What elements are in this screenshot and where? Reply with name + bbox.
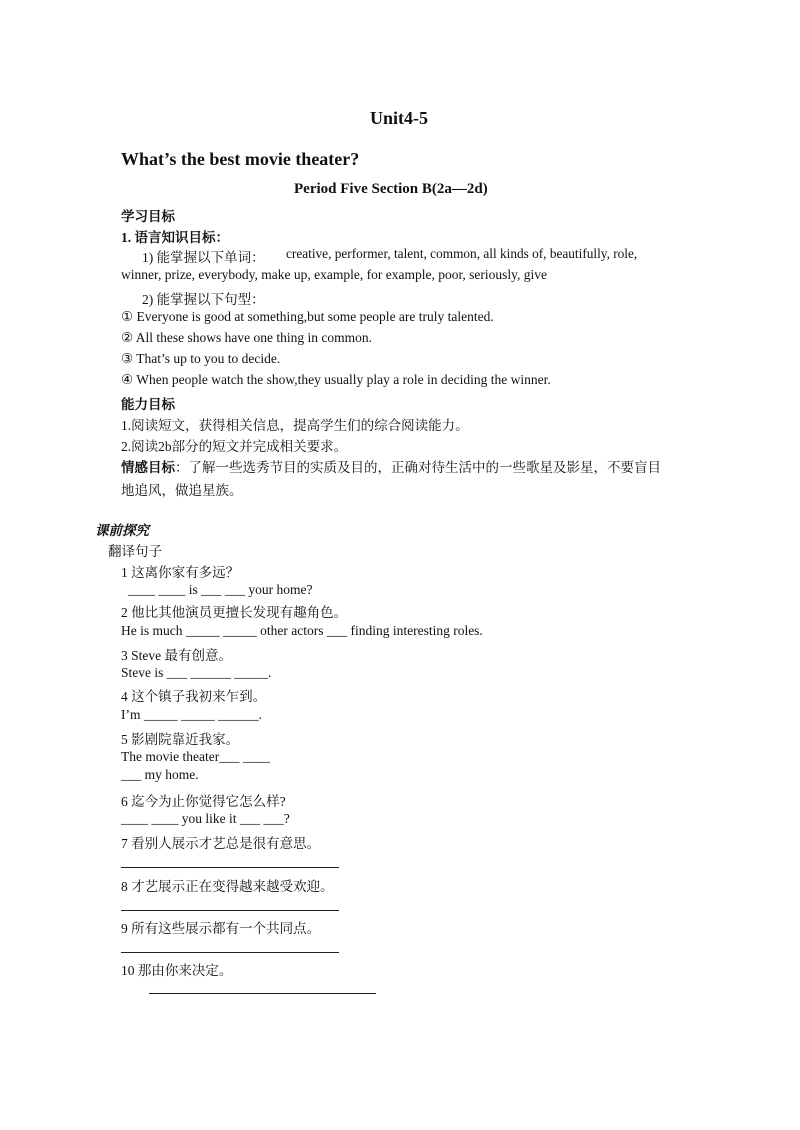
- answer-line-8[interactable]: [121, 910, 339, 911]
- item-1-cn: 1 这离你家有多远？: [121, 565, 240, 580]
- item-6-en: ____ ____ you like it ___ ___?: [121, 811, 290, 826]
- objectives-heading: 学习目标: [121, 209, 175, 224]
- item-8-cn: 8 才艺展示正在变得越来越受欢迎。: [121, 879, 334, 894]
- answer-line-9[interactable]: [121, 952, 339, 953]
- emotion-label: 情感目标: [121, 460, 175, 475]
- sentence-1: ① Everyone is good at something,but some people are truly talented.: [121, 309, 494, 324]
- item-3-cn: 3 Steve 最有创意。: [121, 648, 232, 663]
- words-line-1: creative, performer, talent, common, all kinds of, beautifully, role,: [286, 246, 638, 261]
- patterns-intro: 2) 能掌握以下句型：: [142, 292, 265, 307]
- lesson-title: What’s the best movie theater?: [121, 149, 360, 169]
- emotion-line-2: 地追风，做追星族。: [121, 483, 243, 498]
- item-9-cn: 9 所有这些展示都有一个共同点。: [121, 921, 321, 936]
- period-title: Period Five Section B(2a—2d): [294, 181, 488, 197]
- emotion-line-1: [121, 456, 661, 476]
- item-6-cn: 6 迄今为止你觉得它怎么样?: [121, 794, 286, 809]
- preview-heading: 课前探究: [95, 523, 149, 538]
- sentence-2: ② All these shows have one thing in common.: [121, 330, 372, 345]
- emotion-text-1: ：了解一些选秀节目的实质及目的，正确对待生活中的一些歌星及影星，不要盲目: [175, 460, 661, 475]
- words-line-2: winner, prize, everybody, make up, example, for example, poor, seriously, give: [121, 267, 548, 282]
- ability-item-2: 2.阅读2b部分的短文并完成相关要求。: [121, 439, 348, 454]
- item-5-cn: 5 影剧院靠近我家。: [121, 732, 240, 747]
- item-2-en: He is much _____ _____ other actors ___ finding interesting roles.: [121, 623, 483, 638]
- ability-item-1: 1.阅读短文，获得相关信息，提高学生们的综合阅读能力。: [121, 418, 469, 433]
- item-2-cn: 2 他比其他演员更擅长发现有趣角色。: [121, 605, 348, 620]
- item-10-cn: 10 那由你来决定。: [121, 963, 233, 978]
- answer-line-10[interactable]: [149, 993, 376, 994]
- item-1-en: ____ ____ is ___ ___ your home?: [128, 582, 313, 597]
- item-4-cn: 4 这个镇子我初来乍到。: [121, 689, 267, 704]
- words-intro: 1) 能掌握以下单词：: [142, 250, 265, 265]
- preview-subheading: 翻译句子: [108, 544, 162, 559]
- item-4-en: I’m _____ _____ ______.: [121, 707, 262, 722]
- item-5-en-2: ___ my home.: [121, 767, 199, 782]
- item-5-en-1: The movie theater___ ____: [121, 749, 270, 764]
- unit-title: Unit4-5: [370, 108, 428, 128]
- item-3-en: Steve is ___ ______ _____.: [121, 665, 272, 680]
- sentence-3: ③ That’s up to you to decide.: [121, 351, 281, 366]
- item-7-cn: 7 看别人展示才艺总是很有意思。: [121, 836, 321, 851]
- ability-heading: 能力目标: [121, 397, 175, 412]
- sentence-4: ④ When people watch the show,they usually play a role in deciding the winner.: [121, 372, 551, 387]
- knowledge-heading: 1. 语言知识目标：: [121, 230, 229, 245]
- answer-line-7[interactable]: [121, 867, 339, 868]
